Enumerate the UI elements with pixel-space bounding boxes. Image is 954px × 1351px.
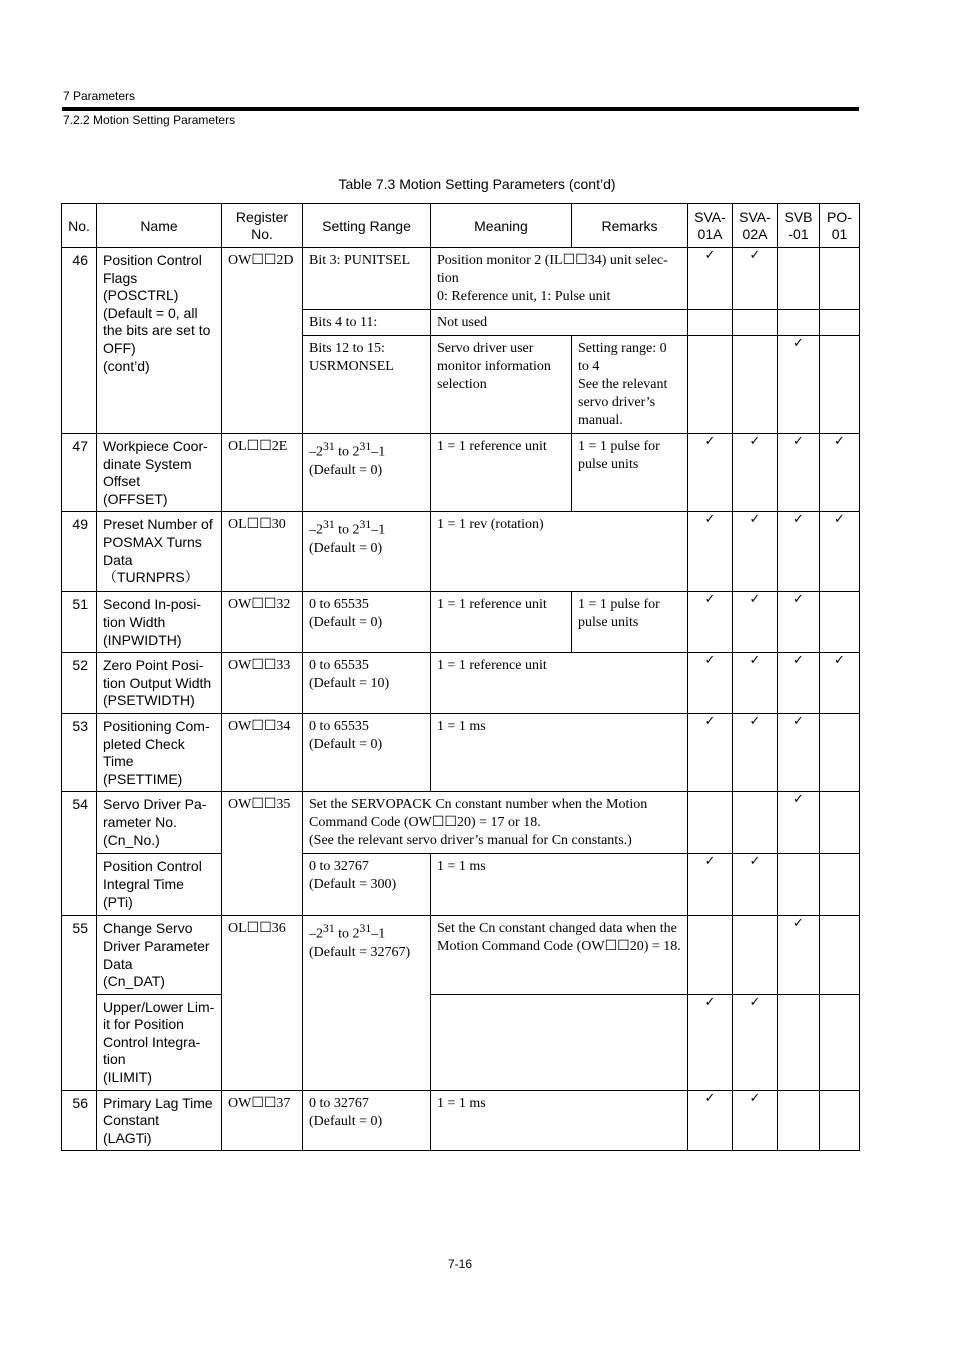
col-header-sva02a: SVA- 02A (733, 204, 778, 248)
checkmark-icon: ✓ (733, 854, 778, 916)
range-text: –1 (371, 926, 386, 942)
parameter-name: Zero Point Posi- tion Output Width (PSETWIDTH) (97, 653, 222, 714)
checkmark-icon: ✓ (733, 592, 778, 653)
checkmark-icon: ✓ (733, 994, 778, 1090)
register-number: OW☐☐37 (222, 1090, 303, 1151)
check-cell (778, 248, 820, 310)
checkmark-icon: ✓ (733, 512, 778, 592)
col-header-no: No. (62, 204, 97, 248)
checkmark-icon: ✓ (688, 713, 733, 791)
range-text: –1 (371, 523, 386, 539)
meaning: 1 = 1 ms (431, 854, 688, 916)
table-row (62, 653, 860, 714)
meaning: Position monitor 2 (IL☐☐34) unit selec- tion 0: Reference unit, 1: Pulse unit (431, 248, 688, 310)
row-number: 46 (62, 248, 97, 434)
range-text: to 2 (334, 523, 360, 539)
check-cell (778, 994, 820, 1090)
check-cell (820, 994, 860, 1090)
register-number: OW☐☐2D (222, 248, 303, 434)
meaning: Servo driver user monitor information selection (431, 336, 572, 434)
check-cell (820, 713, 860, 791)
checkmark-icon: ✓ (688, 248, 733, 310)
row-number: 52 (62, 653, 97, 714)
remarks: 1 = 1 pulse for pulse units (572, 434, 688, 512)
meaning: 1 = 1 rev (rotation) (431, 512, 688, 592)
check-cell (733, 336, 778, 434)
meaning: 1 = 1 ms (431, 1090, 688, 1151)
meaning: Set the SERVOPACK Cn constant number when the Motion Command Code (OW☐☐20) = 17 or 18. (See the relevant servo driver’s manual for Cn constants.) (303, 792, 688, 854)
motion-parameters-table (61, 203, 860, 1151)
parameter-name: Primary Lag Time Constant (LAGTi) (97, 1090, 222, 1151)
checkmark-icon: ✓ (778, 916, 820, 994)
table-row (62, 248, 860, 310)
setting-range: Bits 4 to 11: (303, 310, 431, 336)
checkmark-icon: ✓ (688, 994, 733, 1090)
check-cell (733, 792, 778, 854)
row-number: 56 (62, 1090, 97, 1151)
parameter-name: Servo Driver Pa- rameter No. (Cn_No.) (97, 792, 222, 854)
col-header-name: Name (97, 204, 222, 248)
range-exponent: 31 (359, 922, 372, 936)
range-exponent: 31 (323, 922, 335, 936)
table-caption: Table 7.3 Motion Setting Parameters (cont’d) (338, 176, 616, 192)
setting-range (303, 434, 431, 512)
table-row (62, 792, 860, 854)
checkmark-icon: ✓ (778, 336, 820, 434)
setting-range: 0 to 65535 (Default = 0) (303, 592, 431, 653)
checkmark-icon: ✓ (778, 713, 820, 791)
parameter-name: Positioning Com- pleted Check Time (PSETTIME) (97, 713, 222, 791)
table-row (62, 994, 860, 1090)
parameter-name: Workpiece Coor- dinate System Offset (OFFSET) (97, 434, 222, 512)
setting-range: 0 to 32767 (Default = 300) (303, 854, 431, 916)
range-default: (Default = 0) (309, 541, 383, 557)
row-number: 53 (62, 713, 97, 791)
table-row (62, 512, 860, 592)
range-text: to 2 (334, 444, 360, 460)
check-cell (688, 310, 733, 336)
check-cell (688, 916, 733, 994)
register-number: OL☐☐36 (222, 916, 303, 1090)
checkmark-icon: ✓ (733, 434, 778, 512)
table-row (62, 1090, 860, 1151)
check-cell (778, 1090, 820, 1151)
parameter-name: Change Servo Driver Parameter Data (Cn_DAT) (97, 916, 222, 994)
range-exponent: 31 (323, 518, 335, 532)
range-text: to 2 (334, 926, 360, 942)
range-text: –2 (309, 523, 323, 539)
register-number: OL☐☐30 (222, 512, 303, 592)
col-header-svb01: SVB -01 (778, 204, 820, 248)
register-number: OL☐☐2E (222, 434, 303, 512)
remarks: Setting range: 0 to 4 See the relevant servo driver’s manual. (572, 336, 688, 434)
range-default: (Default = 32767) (309, 944, 411, 960)
table-row (62, 916, 860, 994)
register-number: OW☐☐32 (222, 592, 303, 653)
check-cell (778, 854, 820, 916)
col-header-remarks: Remarks (572, 204, 688, 248)
range-text: –1 (371, 444, 386, 460)
checkmark-icon: ✓ (778, 434, 820, 512)
range-exponent: 31 (359, 518, 372, 532)
checkmark-icon: ✓ (778, 792, 820, 854)
check-cell (820, 792, 860, 854)
meaning: 1 = 1 ms (431, 713, 688, 791)
table-row (62, 854, 860, 916)
table-row (62, 434, 860, 512)
check-cell (688, 792, 733, 854)
range-exponent: 31 (323, 440, 335, 453)
setting-range (303, 512, 431, 592)
check-cell (733, 310, 778, 336)
row-number: 55 (62, 916, 97, 1090)
range-text: –2 (309, 444, 323, 460)
table-header-row (62, 204, 860, 248)
register-number: OW☐☐34 (222, 713, 303, 791)
row-number: 51 (62, 592, 97, 653)
checkmark-icon: ✓ (688, 512, 733, 592)
row-number: 47 (62, 434, 97, 512)
check-cell (820, 248, 860, 310)
checkmark-icon: ✓ (688, 434, 733, 512)
header-rule (62, 107, 859, 111)
meaning: 1 = 1 reference unit (431, 434, 572, 512)
check-cell (820, 592, 860, 653)
setting-range (303, 916, 431, 1090)
check-cell (820, 336, 860, 434)
register-number: OW☐☐33 (222, 653, 303, 714)
meaning: 1 = 1 reference unit (431, 653, 688, 714)
col-header-sva01a: SVA- 01A (688, 204, 733, 248)
check-cell (820, 916, 860, 994)
checkmark-icon: ✓ (688, 653, 733, 714)
setting-range: 0 to 65535 (Default = 10) (303, 653, 431, 714)
row-number: 54 (62, 792, 97, 916)
meaning: Not used (431, 310, 688, 336)
checkmark-icon: ✓ (820, 434, 860, 512)
col-header-register: Register No. (222, 204, 303, 248)
check-cell (778, 310, 820, 336)
checkmark-icon: ✓ (733, 653, 778, 714)
checkmark-icon: ✓ (733, 1090, 778, 1151)
col-header-meaning: Meaning (431, 204, 572, 248)
check-cell (820, 854, 860, 916)
checkmark-icon: ✓ (733, 713, 778, 791)
register-number: OW☐☐35 (222, 792, 303, 916)
meaning (431, 994, 688, 1090)
checkmark-icon: ✓ (778, 653, 820, 714)
setting-range: 0 to 65535 (Default = 0) (303, 713, 431, 791)
check-cell (820, 1090, 860, 1151)
parameter-name: Position Control Flags (POSCTRL) (Default = 0, all the bits are set to OFF) (cont’d) (97, 248, 222, 434)
check-cell (688, 336, 733, 434)
check-cell (820, 310, 860, 336)
setting-range: Bits 12 to 15: USRMONSEL (303, 336, 431, 434)
meaning: Set the Cn constant changed data when the Motion Command Code (OW☐☐20) = 18. (431, 916, 688, 994)
checkmark-icon: ✓ (778, 592, 820, 653)
checkmark-icon: ✓ (688, 854, 733, 916)
checkmark-icon: ✓ (820, 512, 860, 592)
range-text: –2 (309, 926, 323, 942)
parameter-name: Position Control Integral Time (PTi) (97, 854, 222, 916)
meaning: 1 = 1 reference unit (431, 592, 572, 653)
range-default: (Default = 0) (309, 462, 383, 478)
table-row (62, 713, 860, 791)
checkmark-icon: ✓ (688, 592, 733, 653)
col-header-po01: PO- 01 (820, 204, 860, 248)
page-number: 7-16 (447, 1257, 473, 1271)
parameter-name: Second In-posi- tion Width (INPWIDTH) (97, 592, 222, 653)
parameter-name: Upper/Lower Lim- it for Position Control Integra- tion (ILIMIT) (97, 994, 222, 1090)
chapter-header: 7 Parameters (63, 89, 136, 103)
remarks: 1 = 1 pulse for pulse units (572, 592, 688, 653)
setting-range: 0 to 32767 (Default = 0) (303, 1090, 431, 1151)
setting-range: Bit 3: PUNITSEL (303, 248, 431, 310)
range-exponent: 31 (359, 440, 372, 453)
section-header: 7.2.2 Motion Setting Parameters (63, 113, 236, 127)
row-number: 49 (62, 512, 97, 592)
checkmark-icon: ✓ (820, 653, 860, 714)
parameter-name: Preset Number of POSMAX Turns Data （TURNPRS） (97, 512, 222, 592)
checkmark-icon: ✓ (778, 512, 820, 592)
col-header-range: Setting Range (303, 204, 431, 248)
table-row (62, 592, 860, 653)
checkmark-icon: ✓ (688, 1090, 733, 1151)
check-cell (733, 916, 778, 994)
checkmark-icon: ✓ (733, 248, 778, 310)
